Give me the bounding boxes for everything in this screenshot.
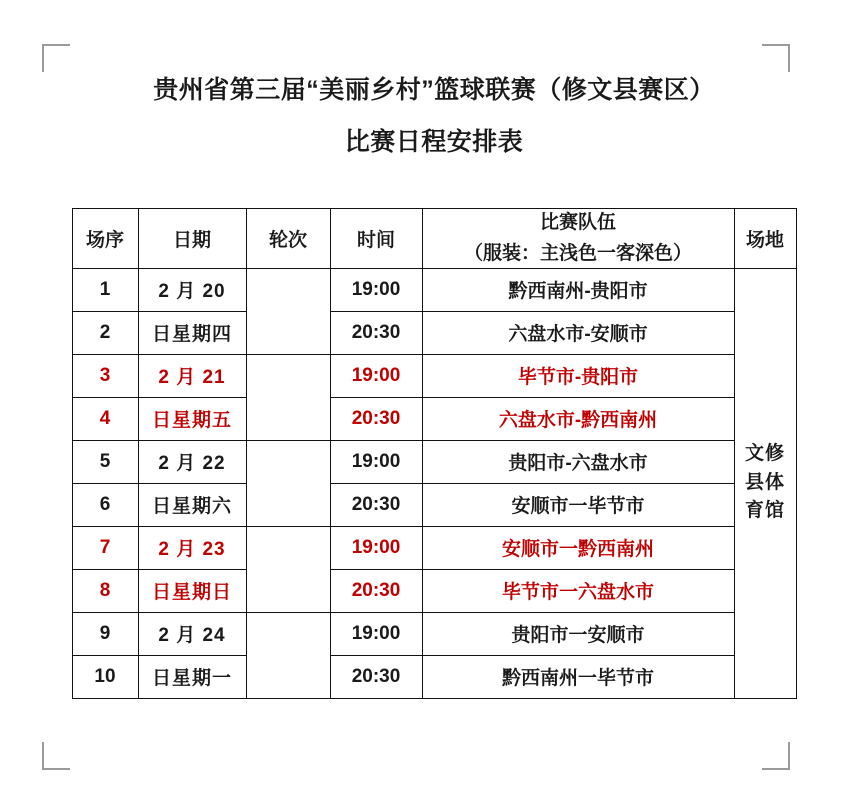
corner-mark-top-left (42, 44, 70, 72)
cell-teams: 六盘水市-安顺市 (422, 311, 734, 354)
table-row (72, 612, 796, 655)
cell-teams: 贵阳市-六盘水市 (422, 440, 734, 483)
cell-date: 日星期一 (138, 655, 246, 698)
cell-seq: 5 (72, 440, 138, 483)
table-row (72, 397, 796, 440)
cell-date: 2 月 22 (138, 440, 246, 483)
cell-teams: 安顺市一毕节市 (422, 483, 734, 526)
corner-mark-bottom-left (42, 742, 70, 770)
table-row (72, 569, 796, 612)
cell-date: 日星期四 (138, 311, 246, 354)
column-header-teams (422, 208, 734, 268)
column-header-teams-sub: （服装：主浅色一客深色） (463, 243, 692, 265)
cell-teams: 六盘水市-黔西南州 (422, 397, 734, 440)
table-row (72, 655, 796, 698)
cell-time: 20:30 (330, 569, 422, 612)
venue-line: 文修 (744, 443, 785, 465)
cell-time: 19:00 (330, 440, 422, 483)
schedule-table (72, 208, 797, 699)
cell-date: 日星期日 (138, 569, 246, 612)
cell-time: 19:00 (330, 354, 422, 397)
cell-date: 2 月 20 (138, 268, 246, 311)
cell-date: 日星期六 (138, 483, 246, 526)
table-row (72, 440, 796, 483)
cell-seq: 3 (72, 354, 138, 397)
cell-teams: 毕节市一六盘水市 (422, 569, 734, 612)
cell-time: 20:30 (330, 311, 422, 354)
cell-round (246, 440, 330, 526)
cell-seq: 6 (72, 483, 138, 526)
column-header-time: 时间 (330, 208, 422, 268)
cell-seq: 9 (72, 612, 138, 655)
table-row (72, 526, 796, 569)
cell-time: 20:30 (330, 397, 422, 440)
cell-time: 20:30 (330, 655, 422, 698)
corner-mark-bottom-right (762, 742, 790, 770)
title-primary: 贵州省第三届“美丽乡村”篮球联赛（修文县赛区） (153, 76, 715, 104)
cell-round (246, 268, 330, 354)
cell-round (246, 612, 330, 698)
table-row (72, 354, 796, 397)
cell-date: 日星期五 (138, 397, 246, 440)
cell-time: 19:00 (330, 612, 422, 655)
cell-seq: 7 (72, 526, 138, 569)
table-row (72, 268, 796, 311)
venue-line: 县体 (744, 471, 785, 493)
cell-date: 2 月 21 (138, 354, 246, 397)
cell-teams: 黔西南州-贵阳市 (422, 268, 734, 311)
cell-seq: 2 (72, 311, 138, 354)
cell-time: 20:30 (330, 483, 422, 526)
cell-seq: 1 (72, 268, 138, 311)
cell-teams: 安顺市一黔西南州 (422, 526, 734, 569)
table-header-row (72, 208, 796, 268)
cell-date: 2 月 23 (138, 526, 246, 569)
cell-time: 19:00 (330, 268, 422, 311)
cell-seq: 4 (72, 397, 138, 440)
cell-seq: 8 (72, 569, 138, 612)
cell-teams: 毕节市-贵阳市 (422, 354, 734, 397)
column-header-seq: 场序 (72, 208, 138, 268)
column-header-teams-main: 比赛队伍 (539, 211, 616, 233)
column-header-round: 轮次 (246, 208, 330, 268)
cell-time: 19:00 (330, 526, 422, 569)
venue-line: 育馆 (744, 500, 785, 522)
table-row (72, 311, 796, 354)
table-row (72, 483, 796, 526)
corner-mark-top-right (762, 44, 790, 72)
title-secondary: 比赛日程安排表 (344, 127, 524, 156)
column-header-venue: 场地 (734, 208, 796, 268)
cell-round (246, 526, 330, 612)
cell-teams: 贵阳市一安顺市 (422, 612, 734, 655)
page-title (0, 0, 868, 160)
cell-teams: 黔西南州一毕节市 (422, 655, 734, 698)
cell-venue (734, 268, 796, 698)
column-header-date: 日期 (138, 208, 246, 268)
cell-date: 2 月 24 (138, 612, 246, 655)
cell-round (246, 354, 330, 440)
cell-seq: 10 (72, 655, 138, 698)
schedule-table-body (72, 208, 796, 698)
